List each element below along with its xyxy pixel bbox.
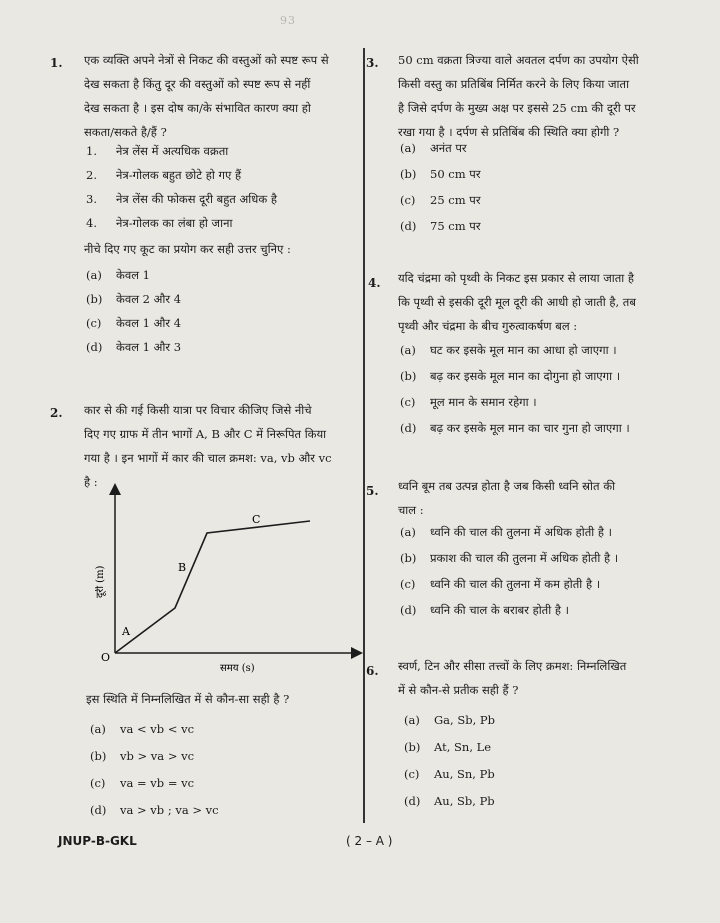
option-text: ध्वनि की चाल के बराबर होती है ।: [430, 603, 569, 617]
q1-item-number: 1.: [86, 144, 97, 158]
q6-option-a[interactable]: [404, 713, 495, 727]
q1-item: [86, 168, 241, 183]
q1-item-text: नेत्र लेंस में अत्यधिक वक्रता: [116, 144, 229, 158]
q6-number: 6.: [366, 664, 379, 678]
q4-stem-line: यदि चंद्रमा को पृथ्वी के निकट इस प्रकार से लाया जाता है: [398, 271, 635, 285]
option-label: (a): [400, 525, 416, 539]
option-label: (c): [400, 577, 416, 591]
option-label: (b): [90, 749, 107, 763]
faint-header-text: 93: [280, 14, 296, 27]
q1-stem-line: देख सकता है । इस दोष का/के संभावित कारण क्या हो: [84, 101, 311, 115]
q6-stem-line: स्वर्ण, टिन और सीसा तत्त्वों के लिए क्रमश: निम्नलिखित: [398, 659, 627, 673]
option-text: अनंत पर: [430, 141, 467, 155]
option-text: मूल मान के समान रहेगा ।: [430, 395, 537, 409]
option-text: केवल 1: [116, 268, 150, 282]
option-label: (d): [404, 794, 421, 808]
option-text: 75 cm पर: [430, 219, 481, 233]
option-label: (a): [400, 141, 416, 155]
graph-line: [115, 521, 310, 653]
q1-item-number: 3.: [86, 192, 97, 206]
option-label: (c): [400, 395, 416, 409]
q6-stem: [398, 654, 683, 702]
segment-a-label: A: [122, 625, 130, 638]
q2-stem-line: है :: [84, 475, 98, 489]
q4-option-a[interactable]: [400, 343, 617, 358]
q2-question: इस स्थिति में निम्नलिखित में से कौन-सा सही है ?: [86, 692, 290, 706]
q1-item-number: 2.: [86, 168, 97, 182]
option-label: (a): [90, 722, 106, 736]
footer-page-number: ( 2 – A ): [346, 834, 393, 848]
q3-number: 3.: [366, 56, 379, 70]
q2-option-c[interactable]: [90, 776, 194, 790]
q3-stem-line: 50 cm वक्रता त्रिज्या वाले अवतल दर्पण का उपयोग ऐसी: [398, 53, 639, 67]
option-text: va > vb ; va > vc: [120, 803, 219, 817]
option-label: (a): [404, 713, 420, 727]
option-label: (b): [400, 369, 417, 383]
option-label: (d): [400, 219, 417, 233]
q5-stem: [398, 474, 683, 522]
q2-number: 2.: [50, 406, 63, 420]
q6-option-c[interactable]: [404, 767, 495, 781]
q4-stem-line: पृथ्वी और चंद्रमा के बीच गुरुत्वाकर्षण बल :: [398, 319, 578, 333]
y-axis-label: दूरी (m): [95, 565, 106, 598]
q4-stem: [398, 266, 683, 338]
q1-item-text: नेत्र-गोलक का लंबा हो जाना: [116, 216, 233, 230]
q2-stem-line: गया है । इन भागों में कार की चाल क्रमश: va, vb और vc: [84, 451, 332, 465]
option-text: At, Sn, Le: [434, 740, 492, 754]
option-label: (d): [400, 603, 417, 617]
footer-code: JNUP-B-GKL: [58, 834, 137, 848]
q3-stem-line: है जिसे दर्पण के मुख्य अक्ष पर इससे 25 cm की दूरी पर: [398, 101, 636, 115]
option-label: (a): [86, 268, 102, 282]
x-axis-label: समय (s): [220, 663, 255, 674]
q4-option-c[interactable]: [400, 395, 537, 410]
q3-option-a[interactable]: [400, 141, 467, 156]
q6-stem-line: में से कौन-से प्रतीक सही हैं ?: [398, 683, 519, 697]
option-text: Ga, Sb, Pb: [434, 713, 496, 727]
q3-option-b[interactable]: [400, 167, 481, 182]
q4-option-d[interactable]: [400, 421, 630, 436]
q4-option-b[interactable]: [400, 369, 620, 384]
q1-option-d[interactable]: [86, 340, 181, 355]
q6-option-b[interactable]: [404, 740, 491, 754]
q5-option-b[interactable]: [400, 551, 618, 566]
q2-option-a[interactable]: [90, 722, 194, 736]
q1-stem: [84, 48, 359, 144]
q1-option-c[interactable]: [86, 316, 181, 331]
option-text: 25 cm पर: [430, 193, 481, 207]
option-text: Au, Sn, Pb: [434, 767, 495, 781]
column-divider: [363, 48, 365, 823]
option-label: (d): [86, 340, 103, 354]
option-text: ध्वनि की चाल की तुलना में कम होती है ।: [430, 577, 601, 591]
q1-stem-line: सकता/सकते है/हैं ?: [84, 125, 167, 139]
option-label: (c): [86, 316, 102, 330]
q1-item-number: 4.: [86, 216, 97, 230]
option-text: va = vb = vc: [120, 776, 195, 790]
q4-number: 4.: [368, 276, 381, 290]
option-label: (b): [400, 167, 417, 181]
option-text: घट कर इसके मूल मान का आधा हो जाएगा ।: [430, 343, 617, 357]
option-label: (b): [86, 292, 103, 306]
segment-c-label: C: [252, 513, 261, 526]
q1-item-text: नेत्र लेंस की फोकस दूरी बहुत अधिक है: [116, 192, 277, 206]
q5-option-c[interactable]: [400, 577, 600, 592]
option-label: (c): [90, 776, 106, 790]
q1-item-text: नेत्र-गोलक बहुत छोटे हो गए हैं: [116, 168, 242, 182]
option-text: Au, Sb, Pb: [434, 794, 495, 808]
q4-stem-line: कि पृथ्वी से इसकी दूरी मूल दूरी की आधी हो जाती है, तब: [398, 295, 636, 309]
option-label: (c): [404, 767, 420, 781]
origin-label: O: [101, 651, 111, 664]
option-text: 50 cm पर: [430, 167, 481, 181]
option-text: बढ़ कर इसके मूल मान का दोगुना हो जाएगा ।: [430, 369, 621, 383]
option-text: va < vb < vc: [120, 722, 195, 736]
q3-option-c[interactable]: [400, 193, 481, 208]
option-label: (b): [404, 740, 421, 754]
q5-number: 5.: [366, 484, 379, 498]
q1-instruction: नीचे दिए गए कूट का प्रयोग कर सही उत्तर चुनिए :: [84, 242, 291, 256]
option-label: (d): [90, 803, 107, 817]
q1-option-a[interactable]: [86, 268, 150, 283]
q1-item: [86, 144, 228, 159]
q1-number: 1.: [50, 56, 63, 70]
q1-option-b[interactable]: [86, 292, 181, 307]
segment-b-label: B: [178, 561, 187, 574]
q3-option-d[interactable]: [400, 219, 481, 234]
option-label: (d): [400, 421, 417, 435]
q2-option-b[interactable]: [90, 749, 194, 763]
q5-stem-line: चाल :: [398, 503, 424, 517]
q6-option-d[interactable]: [404, 794, 495, 808]
option-label: (c): [400, 193, 416, 207]
option-text: केवल 1 और 4: [116, 316, 182, 330]
q3-stem-line: किसी वस्तु का प्रतिबिंब निर्मित करने के लिए किया जाता: [398, 77, 630, 91]
q1-stem-line: देख सकता है किंतु दूर की वस्तुओं को स्पष्ट रूप से नहीं: [84, 77, 311, 91]
q1-item: [86, 216, 232, 231]
option-label: (b): [400, 551, 417, 565]
option-label: (a): [400, 343, 416, 357]
q2-stem-line: कार से की गई किसी यात्रा पर विचार कीजिए जिसे नीचे: [84, 403, 312, 417]
q2-option-d[interactable]: [90, 803, 219, 817]
q5-option-d[interactable]: [400, 603, 569, 618]
option-text: केवल 1 और 3: [116, 340, 182, 354]
option-text: बढ़ कर इसके मूल मान का चार गुना हो जाएगा ।: [430, 421, 630, 435]
option-text: ध्वनि की चाल की तुलना में अधिक होती है ।: [430, 525, 613, 539]
option-text: प्रकाश की चाल की तुलना में अधिक होती है ।: [430, 551, 619, 565]
q5-option-a[interactable]: [400, 525, 612, 540]
option-text: vb > va > vc: [120, 749, 195, 763]
q2-stem-line: दिए गए ग्राफ में तीन भागों A, B और C में निरूपित किया: [84, 427, 327, 441]
q3-stem: [398, 48, 683, 144]
distance-time-graph: [95, 478, 365, 678]
q3-stem-line: रखा गया है । दर्पण से प्रतिबिंब की स्थिति क्या होगी ?: [398, 125, 620, 139]
option-text: केवल 2 और 4: [116, 292, 182, 306]
q1-stem-line: एक व्यक्ति अपने नेत्रों से निकट की वस्तुओं को स्पष्ट रूप से: [84, 53, 329, 67]
q1-item: [86, 192, 277, 207]
q5-stem-line: ध्वनि बूम तब उत्पन्न होता है जब किसी ध्वनि स्रोत की: [398, 479, 616, 493]
